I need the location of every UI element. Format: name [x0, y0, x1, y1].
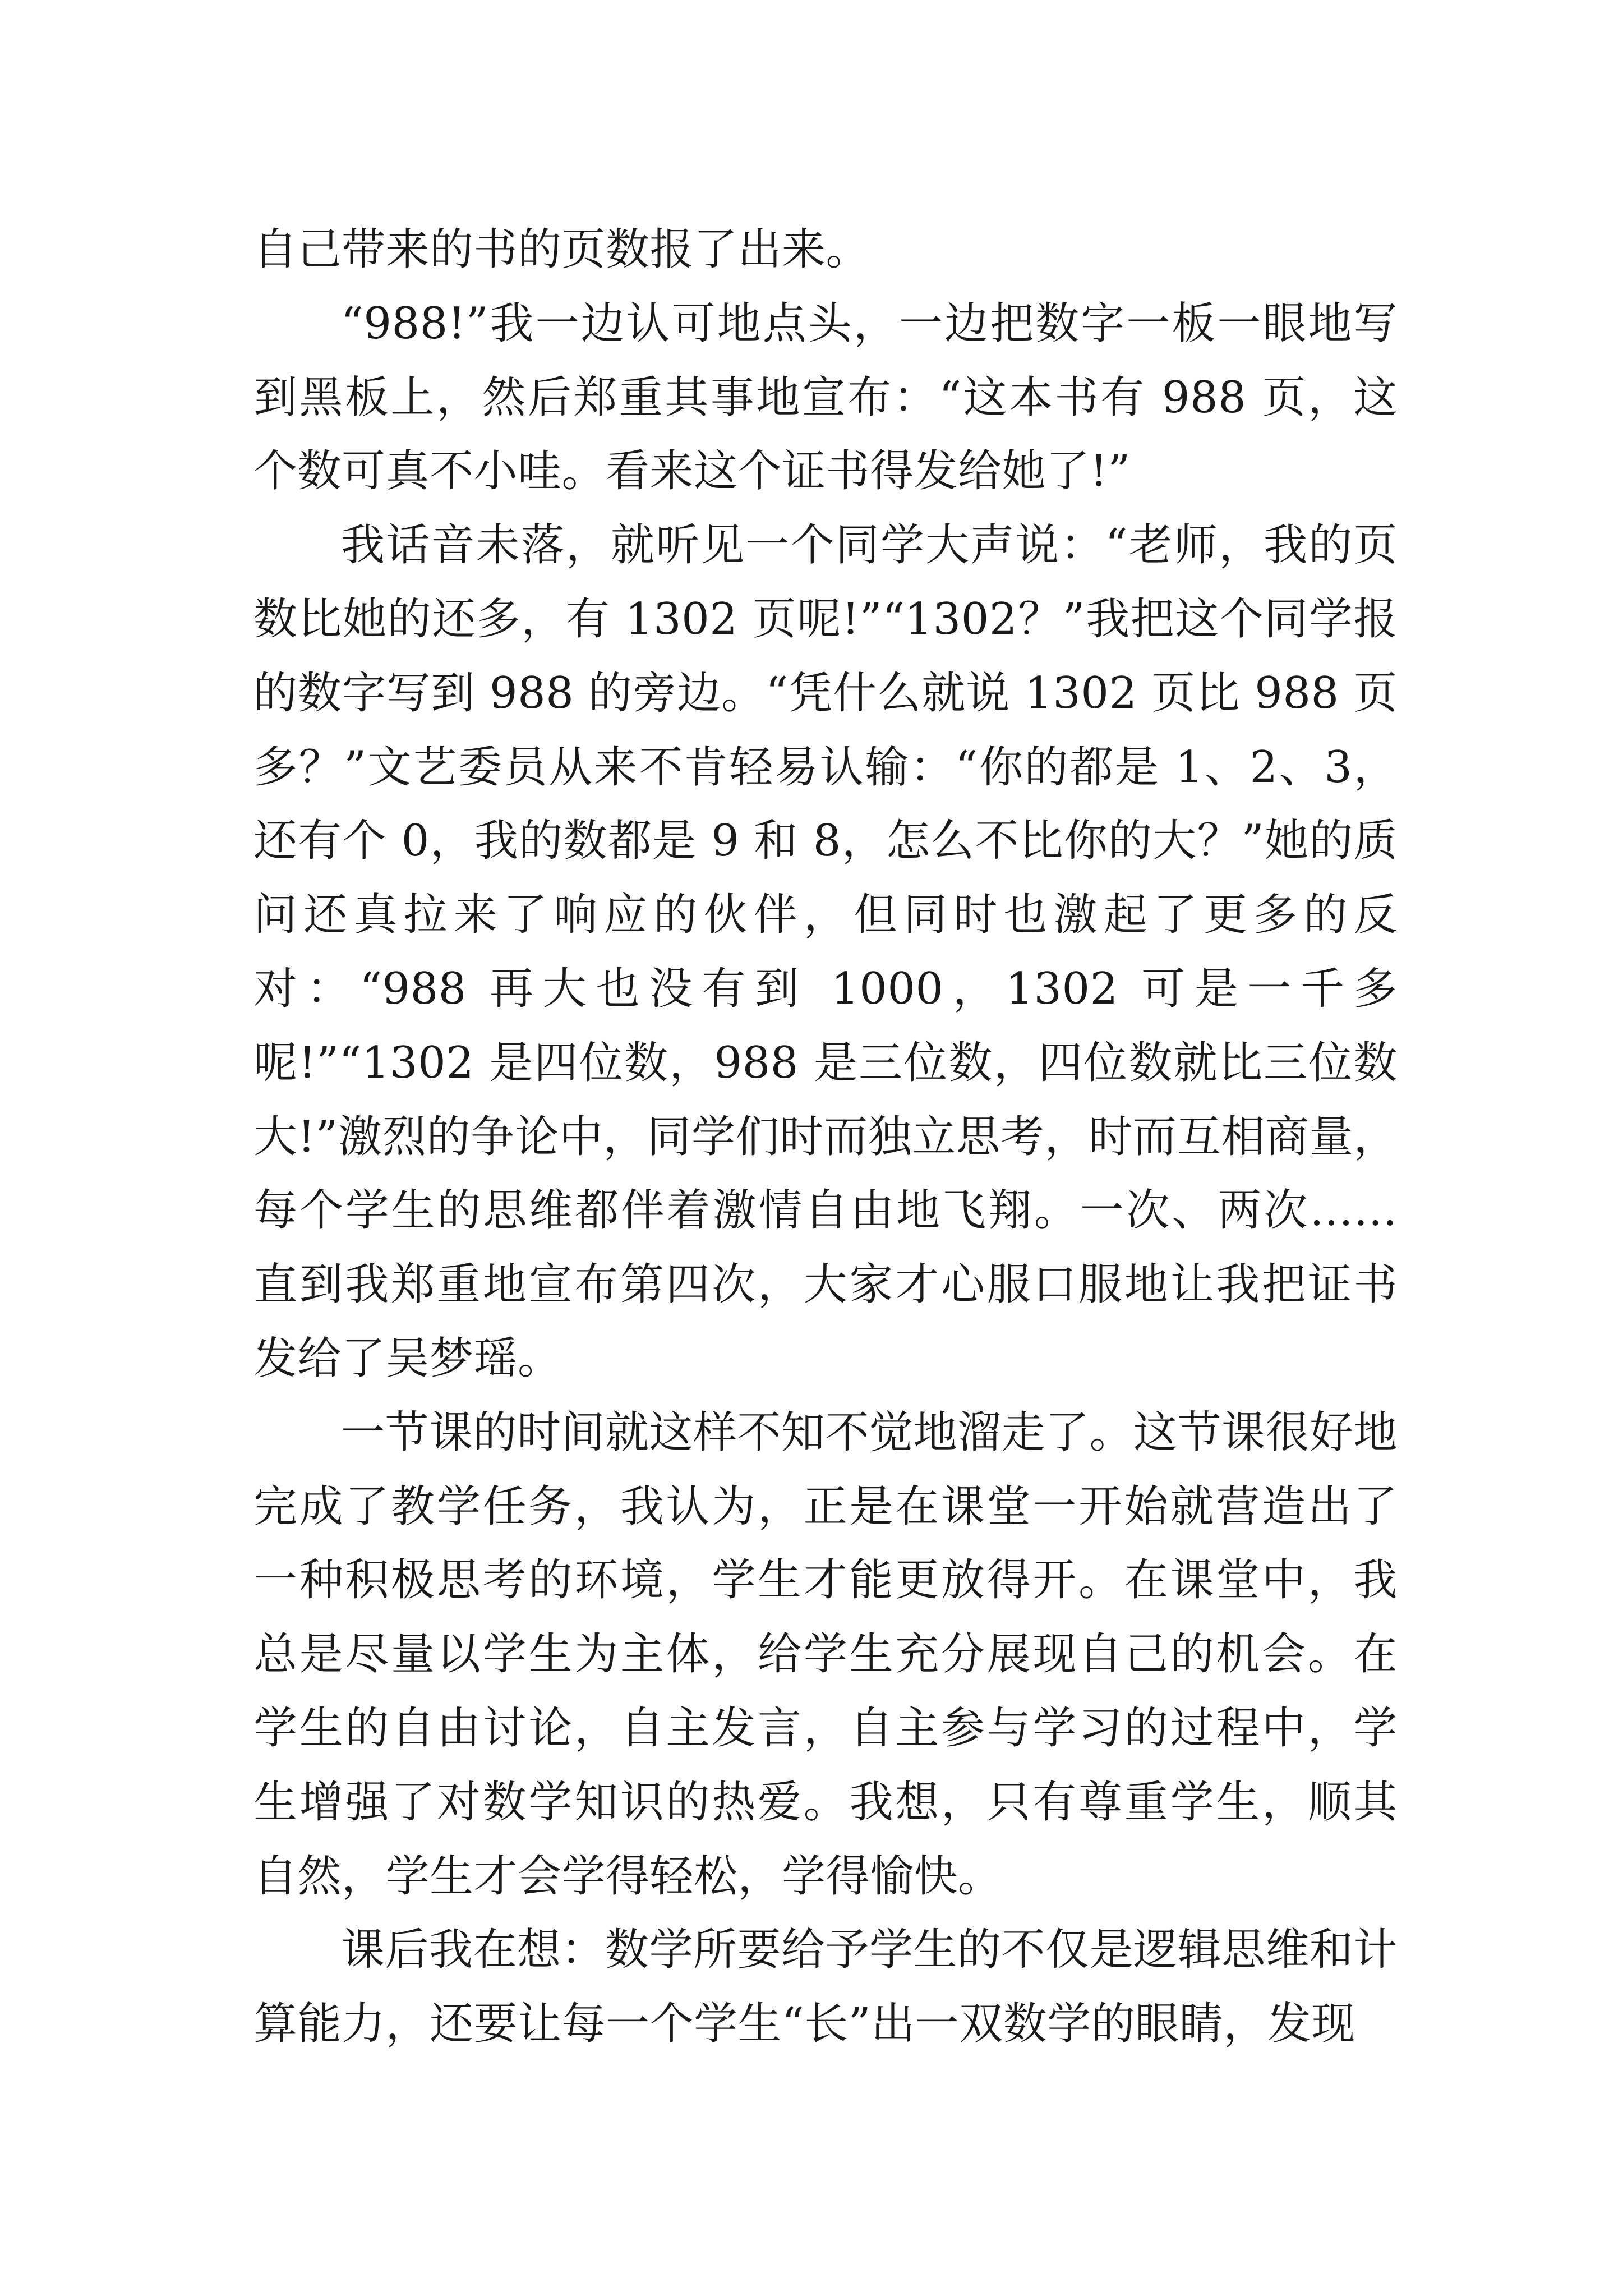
paragraph: 课后我在想：数学所要给予学生的不仅是逻辑思维和计算能力，还要让每一个学生“长”出一双数学的眼睛，发现: [253, 1925, 1398, 2050]
paragraph-continued: 自己带来的书的页数报了出来。: [253, 224, 870, 275]
paragraph: 一节课的时间就这样不知不觉地溜走了。这节课很好地完成了教学任务，我认为，正是在课堂一开始就营造出了一种积极思考的环境，学生才能更放得开。在课堂中，我总是尽量以学生为主体，给学生充分展现自己的机会。在学生的自由讨论，自主发言，自主参与学习的过程中，学生增强了对数学知识的热爱。我想，只有尊重学生，顺其自然，学生才会学得轻松，学得愉快。: [253, 1407, 1398, 1902]
document-body: [253, 213, 1398, 2062]
paragraph: 我话音未落，就听见一个同学大声说：“老师，我的页数比她的还多，有 1302 页呢!”“1302？”我把这个同学报的数字写到 988 的旁边。“凭什么就说 1302 页比 988 页多？”文艺委员从来不肯轻易认输：“你的都是 1、2、3，还有个 0，我的数都是 9 和 8，怎么不比你的大？”她的质问还真拉来了响应的伙伴，但同时也激起了更多的反对：“988 再大也没有到 1000，1302 可是一千多呢!”“1302 是四位数，988 是三位数，四位数就比三位数大!”激烈的争论中，同学们时而独立思考，时而互相商量，每个学生的思维都伴着激情自由地飞翔。一次、两次……直到我郑重地宣布第四次，大家才心服口服地让我把证书发给了吴梦瑶。: [253, 520, 1398, 1384]
paragraph: “988!”我一边认可地点头，一边把数字一板一眼地写到黑板上，然后郑重其事地宣布：“这本书有 988 页，这个数可真不小哇。看来这个证书得发给她了!”: [253, 298, 1398, 497]
